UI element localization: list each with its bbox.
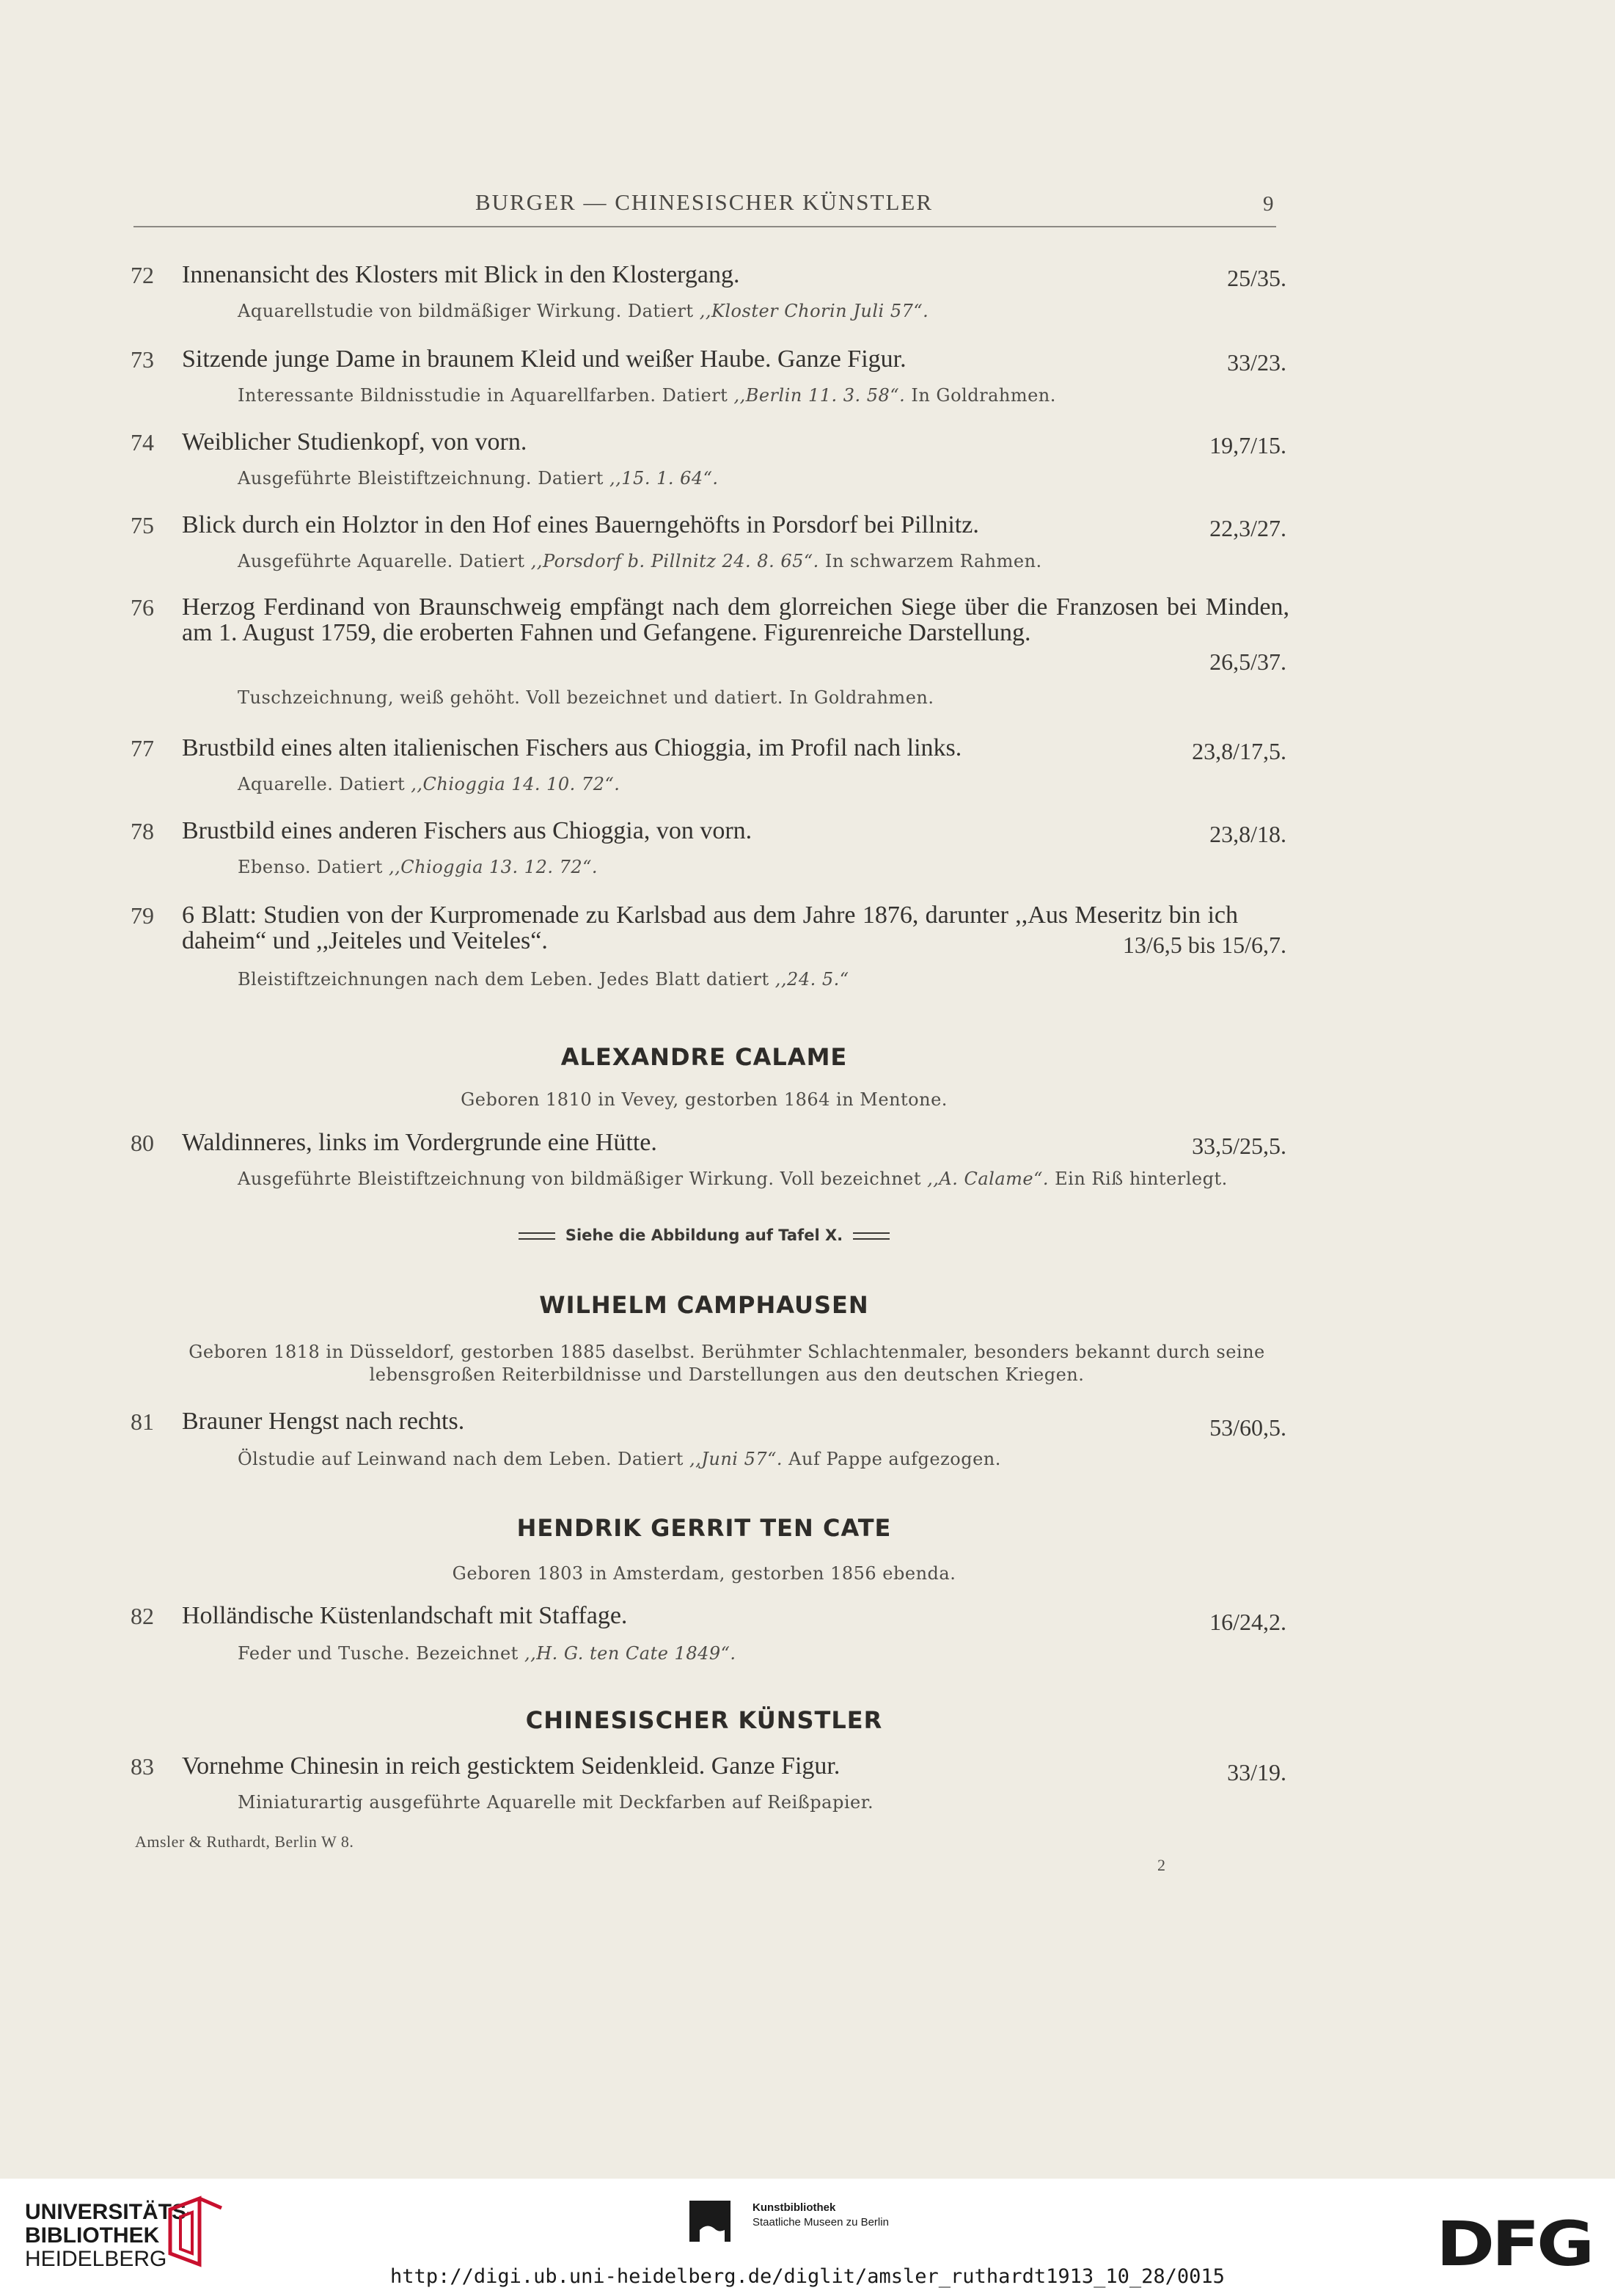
artist-bio: Geboren 1803 in Amsterdam, gestorben 1856 ebenda. bbox=[452, 1563, 956, 1584]
entry-number: 79 bbox=[131, 902, 154, 929]
kunstbibliothek-label: Kunstbibliothek Staatliche Museen zu Berlin bbox=[752, 2201, 889, 2229]
ub-heidelberg-logo-icon bbox=[163, 2195, 229, 2268]
entry-note: Ausgeführte Bleistiftzeichnung. Datiert ,,15. 1. 64“. bbox=[238, 468, 719, 489]
artist-heading: HENDRIK GERRIT TEN CATE bbox=[516, 1514, 892, 1542]
entry-number: 74 bbox=[131, 429, 154, 456]
entry-dimensions: 26,5/37. bbox=[1209, 648, 1286, 675]
entry-number: 82 bbox=[131, 1603, 154, 1629]
entry-number: 83 bbox=[131, 1753, 154, 1780]
entry-number: 81 bbox=[131, 1408, 154, 1435]
entry-dimensions: 53/60,5. bbox=[1209, 1414, 1286, 1441]
entry-title: Sitzende junge Dame in braunem Kleid und weißer Haube. Ganze Figur. bbox=[182, 346, 907, 373]
entry-title: Innenansicht des Klosters mit Blick in den Klostergang. bbox=[182, 261, 740, 288]
entry-note: Ebenso. Datiert ,,Chioggia 13. 12. 72“. bbox=[238, 857, 598, 877]
dfg-logo: DFG bbox=[1436, 2208, 1592, 2280]
entry-number: 77 bbox=[131, 735, 154, 761]
running-title: BURGER — CHINESISCHER KÜNSTLER bbox=[475, 189, 934, 215]
entry-dimensions: 25/35. bbox=[1227, 265, 1286, 291]
artist-heading: CHINESISCHER KÜNSTLER bbox=[525, 1706, 883, 1734]
source-url-link[interactable]: http://digi.ub.uni-heidelberg.de/diglit/amsler_ruthardt1913_10_28/0015 bbox=[390, 2265, 1225, 2288]
entry-title: Blick durch ein Holztor in den Hof eines Bauerngehöfts in Porsdorf bei Pillnitz. bbox=[182, 511, 979, 538]
entry-note: Ausgeführte Bleistiftzeichnung von bildmäßiger Wirkung. Voll bezeichnet ,,A. Calame“. Ein Riß hinterlegt. bbox=[238, 1169, 1228, 1189]
entry-title: Vornehme Chinesin in reich gesticktem Seidenkleid. Ganze Figur. bbox=[182, 1752, 841, 1780]
entry-number: 73 bbox=[131, 346, 154, 373]
entry-number: 76 bbox=[131, 594, 154, 621]
digitization-footer bbox=[0, 2179, 1615, 2296]
entry-title: Holländische Küstenlandschaft mit Staffage. bbox=[182, 1602, 628, 1629]
entry-note: Miniaturartig ausgeführte Aquarelle mit Deckfarben auf Reißpapier. bbox=[238, 1792, 874, 1813]
entry-note: Feder und Tusche. Bezeichnet ,,H. G. ten Cate 1849“. bbox=[238, 1643, 736, 1664]
plate-reference: Siehe die Abbildung auf Tafel X. bbox=[484, 1226, 924, 1244]
entry-dimensions: 23,8/18. bbox=[1209, 821, 1286, 847]
entry-title: Brustbild eines alten italienischen Fischers aus Chioggia, im Profil nach links. bbox=[182, 734, 962, 761]
entry-dimensions: 23,8/17,5. bbox=[1192, 738, 1286, 764]
printer-imprint: Amsler & Ruthardt, Berlin W 8. bbox=[135, 1832, 354, 1851]
entry-note: Aquarelle. Datiert ,,Chioggia 14. 10. 72“. bbox=[238, 774, 620, 794]
entry-number: 75 bbox=[131, 512, 154, 538]
entry-note: Aquarellstudie von bildmäßiger Wirkung. Datiert ,,Kloster Chorin Juli 57“. bbox=[238, 301, 929, 321]
entry-dimensions: 19,7/15. bbox=[1209, 432, 1286, 458]
entry-dimensions: 33,5/25,5. bbox=[1192, 1133, 1286, 1159]
entry-dimensions: 33/23. bbox=[1227, 349, 1286, 376]
entry-dimensions: 13/6,5 bis 15/6,7. bbox=[1122, 932, 1286, 958]
entry-title: Brustbild eines anderen Fischers aus Chioggia, von vorn. bbox=[182, 817, 752, 844]
entry-dimensions: 33/19. bbox=[1227, 1759, 1286, 1785]
entry-title: Waldinneres, links im Vordergrunde eine Hütte. bbox=[182, 1129, 657, 1156]
entry-number: 78 bbox=[131, 818, 154, 844]
entry-number: 72 bbox=[131, 262, 154, 288]
entry-note: Ölstudie auf Leinwand nach dem Leben. Datiert ,,Juni 57“. Auf Pappe aufgezogen. bbox=[238, 1449, 1001, 1469]
entry-dimensions: 16/24,2. bbox=[1209, 1609, 1286, 1635]
entry-title: Herzog Ferdinand von Braunschweig empfängt nach dem glorreichen Siege über die Franzosen bei Minden, am 1. August 1759, die eroberten Fahnen und Gefangene. Figurenreiche Darstellung. bbox=[182, 593, 1289, 646]
entry-title: 6 Blatt: Studien von der Kurpromenade zu Karlsbad aus dem Jahre 1876, darunter ,,Aus Meseritz bin ich daheim“ und ,,Jeiteles und Veiteles“. bbox=[182, 902, 1238, 954]
entry-note: Tuschzeichnung, weiß gehöht. Voll bezeichnet und datiert. In Goldrahmen. bbox=[238, 687, 934, 708]
entry-note: Interessante Bildnisstudie in Aquarellfarben. Datiert ,,Berlin 11. 3. 58“. In Goldrahmen. bbox=[238, 385, 1056, 406]
artist-bio: Geboren 1818 in Düsseldorf, gestorben 1885 daselbst. Berühmter Schlachtenmaler, besonders bekannt durch seine lebensgroßen Reiterbildnisse und Darstellungen aus den deutschen Kriegen. bbox=[188, 1342, 1265, 1385]
signature-mark: 2 bbox=[1157, 1856, 1165, 1874]
kunstbibliothek-logo-icon bbox=[689, 2201, 748, 2248]
entry-title: Brauner Hengst nach rechts. bbox=[182, 1408, 465, 1435]
artist-bio: Geboren 1810 in Vevey, gestorben 1864 in Mentone. bbox=[461, 1089, 948, 1110]
header-rule bbox=[133, 226, 1276, 227]
entry-title: Weiblicher Studienkopf, von vorn. bbox=[182, 428, 527, 456]
entry-dimensions: 22,3/27. bbox=[1209, 515, 1286, 541]
ub-heidelberg-logo-text: UNIVERSITÄTS- BIBLIOTHEK HEIDELBERG bbox=[25, 2200, 194, 2271]
artist-heading: WILHELM CAMPHAUSEN bbox=[539, 1291, 869, 1319]
page-number: 9 bbox=[1263, 192, 1274, 216]
entry-note: Ausgeführte Aquarelle. Datiert ,,Porsdorf b. Pillnitz 24. 8. 65“. In schwarzem Rahmen. bbox=[238, 551, 1042, 571]
entry-note: Bleistiftzeichnungen nach dem Leben. Jedes Blatt datiert ,,24. 5.“ bbox=[238, 969, 849, 990]
entry-number: 80 bbox=[131, 1130, 154, 1156]
double-rule-right bbox=[853, 1232, 890, 1240]
artist-heading: ALEXANDRE CALAME bbox=[560, 1043, 848, 1071]
double-rule-left bbox=[519, 1232, 555, 1240]
